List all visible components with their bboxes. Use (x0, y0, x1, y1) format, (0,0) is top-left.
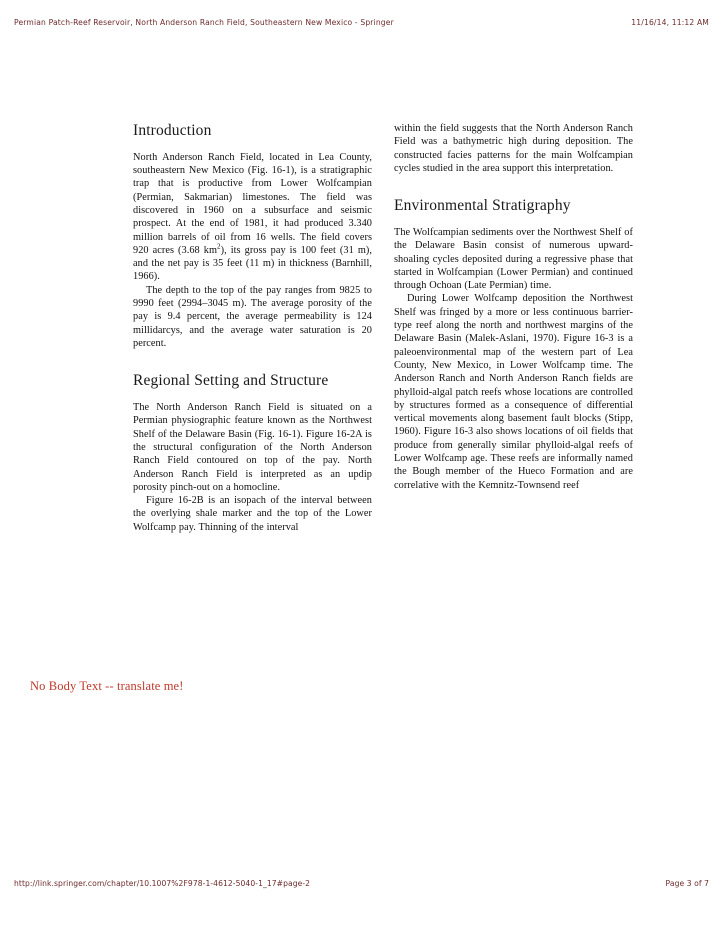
print-header-title: Permian Patch-Reef Reservoir, North Anderson Ranch Field, Southeastern New Mexico - Springer (14, 18, 394, 27)
section-heading: Environmental Stratigraphy (394, 197, 571, 215)
body-paragraph: During Lower Wolfcamp deposition the Northwest Shelf was fringed by a more or less continuous barrier-type reef along the north and northwest margins of the Delaware Basin (Malek-Aslani, 1970). Figure 16-3 is a paleoenvironmental map of the western part of Lea County, New Mexico, in Lower Wolfcamp time. The Anderson Ranch and North Anderson Ranch fields are phylloid-algal patch reefs whose locations are controlled by structures formed as a consequence of differential vertical movements along basement fault blocks (Stipp, 1960). Figure 16-3 also shows locations of oil fields that produce from generally similar phylloid-algal reefs of Lower Wolfcamp age. These reefs are informally named the Bough member of the Hueco Formation and are correlative with the Kemnitz-Townsend reef (394, 293, 633, 491)
left-column (133, 122, 372, 534)
body-paragraph: The depth to the top of the pay ranges from 9825 to 9990 feet (2994–3045 m). The average porosity of the pay is 9.4 percent, the average permeability is 124 millidarcys, and the average water saturation is 20 percent. (133, 284, 372, 349)
right-column (394, 122, 633, 492)
print-header-timestamp: 11/16/14, 11:12 AM (631, 18, 709, 27)
print-footer-page-label: Page 3 of 7 (665, 879, 709, 888)
print-header (14, 18, 709, 32)
page-content (133, 122, 633, 534)
body-paragraph: The North Anderson Ranch Field is situated on a Permian physiographic feature known as the Northwest Shelf of the Delaware Basin (Fig. 16-1). Figure 16-2A is the structural configuration of the North Anderson Ranch Field contoured on top of the pay. North Anderson Ranch Field is interpreted as an updip porosity pinch-out on a homocline. (133, 402, 372, 493)
section-heading: Regional Setting and Structure (133, 372, 329, 390)
print-footer (14, 879, 709, 893)
section-heading: Introduction (133, 122, 212, 139)
body-paragraph: Figure 16-2B is an isopach of the interval between the overlying shale marker and the top of the Lower Wolfcamp pay. Thinning of the interval (133, 495, 372, 533)
body-paragraph: The Wolfcampian sediments over the Northwest Shelf of the Delaware Basin consist of numerous upward-shoaling cycles deposited during a regressive phase that started in Wolfcampian (Lower Permian) and continued through Ochoan (Late Permian) time. (394, 227, 633, 292)
body-paragraph: North Anderson Ranch Field, located in Lea County, southeastern New Mexico (Fig. 16-1), is a stratigraphic trap that is productive from Lower Wolfcampian (Permian, Sakmarian) limestones. The field was discovered in 1960 on a subsurface and seismic prospect. At the end of 1981, it had produced 3.340 million barrels of oil from 16 wells. The field covers 920 acres (3.68 $km^2$), its gross pay is 100 feet (31 m), and the net pay is 35 feet (11 m) in thickness (Barnhill, 1966). (133, 151, 372, 283)
print-footer-url[interactable]: http://link.springer.com/chapter/10.1007%2F978-1-4612-5040-1_17#page-2 (14, 879, 311, 888)
two-column-layout (133, 122, 633, 534)
translate-notice: No Body Text -- translate me! (30, 679, 184, 693)
body-paragraph: within the field suggests that the North Anderson Ranch Field was a bathymetric high during deposition. The constructed facies patterns for the main Wolfcampian cycles studied in the area support this interpretation. (394, 123, 633, 174)
